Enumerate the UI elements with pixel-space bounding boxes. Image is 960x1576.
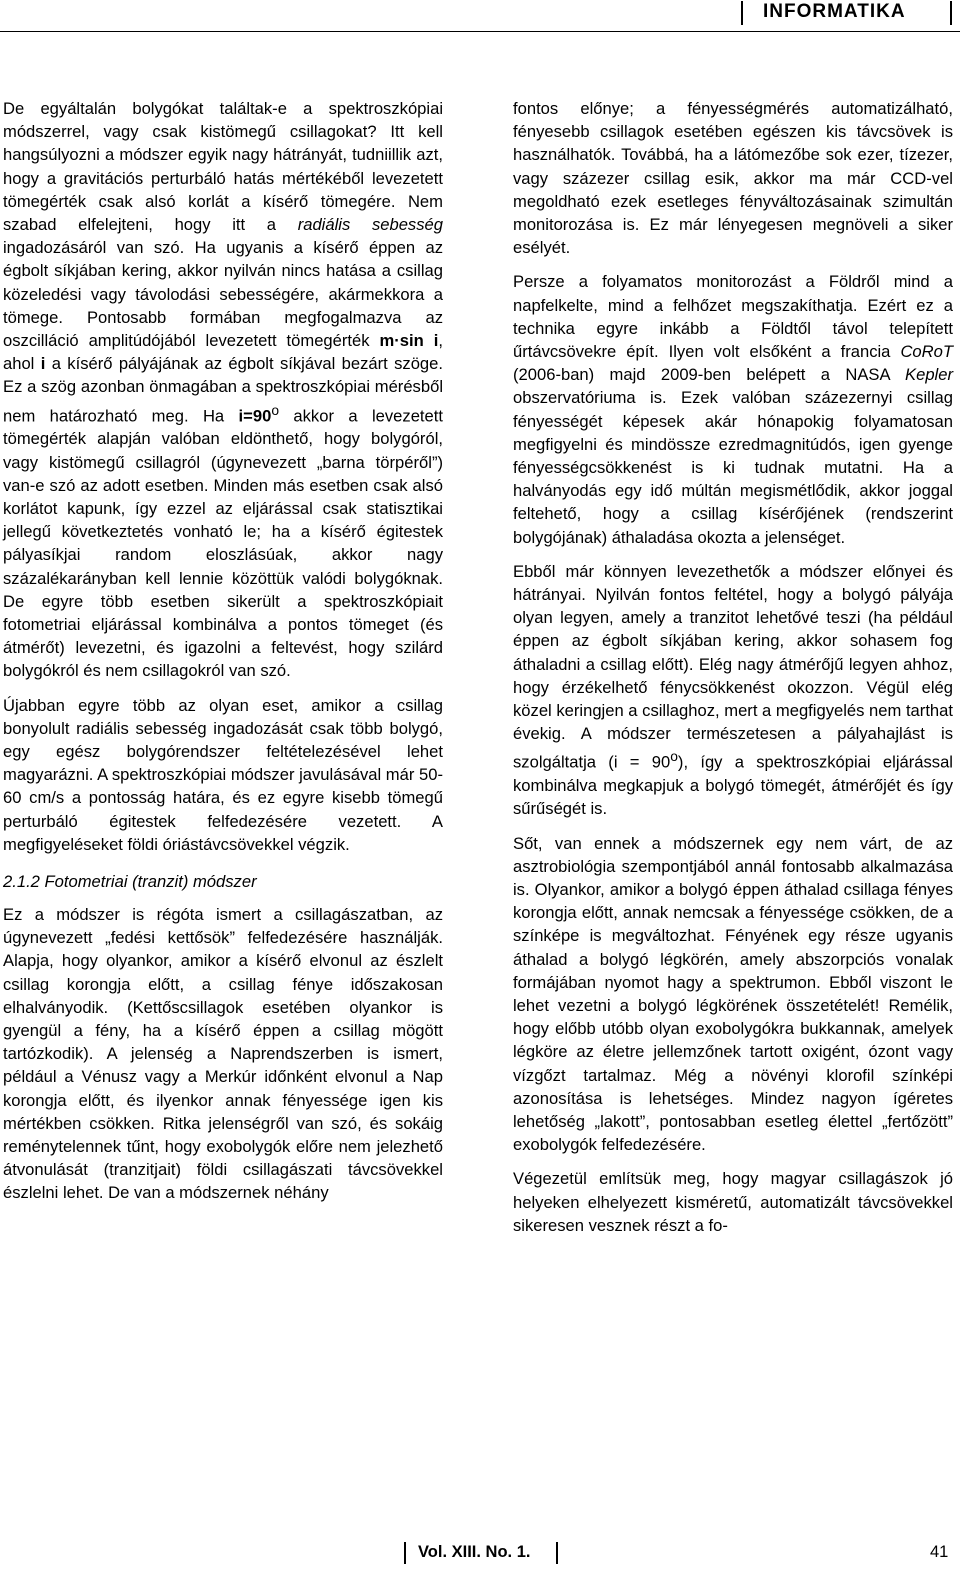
formula: i [40,354,46,374]
emphasis: CoRoT [900,342,953,362]
paragraph: fontos előnye; a fényességmérés automatizálható, fényesebb csillagok esetében egészen kis távcsövek is használhatók. Továbbá, ha a látómezőbe sok ezer, tízezer, vagy százezer csillag esik, akkor ma már CCD-vel megoldható ezek esetleges fényváltozásainak szimultán monitorozása is. Ez már lényegesen megnöveli a siker esélyét. [513,99,953,258]
paragraph [513,270,953,548]
running-header [0,0,960,30]
text-run: a kísérő pályájának az égbolt síkjával bezárt szöge. Ez a szög azonban önmagában a spektroszkópiai mérésből nem határozható meg. Ha [3,354,443,426]
formula: m·sin i [379,331,439,351]
text-run: ), így a spektroszkópiai eljárással kombinálva megkapjuk a bolygó tömegét, átmérőjét és így sűrűségét is. [513,753,953,819]
footer-divider [556,1542,558,1564]
page-number: 41 [930,1543,949,1561]
left-column [3,97,443,1216]
paragraph [3,97,443,683]
degree-sup: o [271,401,280,418]
paragraph: Ez a módszer is régóta ismert a csillagászatban, az úgynevezett „fedési kettősök” felfedezésére használják. Alapja, hogy olyankor, amikor a kísérő elvonul az észlelt csillag korongja előtt, a csillag fénye időszakosan elhalványodik. (Kettőscsillagok esetében olyankor is gyengül a fény, ha a kísérő éppen a csillag mögött tartózkodik). A jelenség a Naprendszerben is ismert, például a Vénusz vagy a Merkúr időnként elvonul a Nap korongja előtt, és ilyenkor annak fényessége igen kis mértékben csökken. Ritka jelenségről van szó, és sokáig reménytelennek tűnt, hogy exobolygók előre nem jelezhető átvonulását (tranzitjait) földi csillagászati távcsövekkel észlelni lehet. De van a módszernek néhány [3,905,443,1203]
formula: i=90 [238,406,272,426]
footer-divider [404,1542,406,1564]
right-column [513,97,953,1248]
paragraph [513,560,953,821]
text-run: De egyáltalán bolygókat találtak-e a spektroszkópiai módszerrel, vagy csak kistömegű csillagokat? Itt kell hangsúlyozni a módszer egyik nagy hátrányát, tudniillik azt, hogy a gravitációs perturbáló hatás mértékéből levezetett tömegérték csak alsó korlát a kísérő tömegére. Nem szabad elfelejteni, hogy itt a [3,99,443,235]
section-title: INFORMATIKA [763,1,906,22]
paragraph: Újabban egyre több az olyan eset, amikor a csillag bonyolult radiális sebesség ingadozását csak több bolygó, egy egész bolygórendszer feltételezésével lehet magyarázni. A spektroszkópiai módszer javulásával már 50-60 cm/s a pontosság határa, és ez egyre kisebb tömegű perturbáló égitestek felfedezésére vezetett. A megfigyeléseket földi óriástávcsövekkel végzik. [3,695,443,854]
degree-sup: o [670,748,678,765]
text-run: obszervatóriuma is. Ezek valóban százezernyi csillag fényességét képesek akár hónapokig folyamatosan megfigyelni és mindössze ezredmagnitúdós, igen gyenge fényességcsökkenést is ki tudnak mutatni. Ha a halványodás egy idő múltán megismétlődik, akkor joggal feltehető, hogy a csillag kísérőjének (rendszerint bolygójának) áthaladása okozta a jelenséget. [513,388,953,547]
issue-label: Vol. XIII. No. 1. [418,1543,531,1561]
running-footer [0,1540,960,1570]
text-run: akkor a levezetett tömegérték alapján valóban eldönthető, hogy bolygóról, vagy kistömegű csillagról (úgynevezett „barna törpéről”) van-e szó az adott esetben. Minden más esetben csak alsó korlátot kapunk, így ezzel az eljárással csak statisztikai jellegű következtetés vonható le; ha a kísérő égitestek pályasíkjai random eloszlásúak, akkor nagy százalékarányban kell lennie közöttük valódi bolygóknak. De egyre több esetben sikerült a spektroszkópiait fotometriai eljárással kombinálva a pontos tömeget (és átmérőt) levezetni, és igazolni a feltevést, hogy szilárd bolygókról és nem csillagokról van szó. [3,406,443,681]
paragraph: Sőt, van ennek a módszernek egy nem várt, de az asztrobiológia szempontjából annál fontosabb alkalmazása is. Olyankor, amikor a bolygó éppen áthalad csillaga fényes korongja előtt, annak nemcsak a fényessége csökken, de a színképe is megváltozhat. Fényének egy része ugyanis áthalad a bolygó légkörén, amely abszorpciós vonalak formájában nyomot hagy a spektrumon. Ebből viszont le lehet vezetni a bolygó légkörének összetételét! Remélik, hogy előbb utóbb olyan exobolygókra bukkannak, amelyek légköre az életre jellemzőnek tartott oxigént, ózont vagy vízgőzt tartalmaz. Még a növényi klorofil színképi azonosítása is lehetséges. Mindez nagyon ígéretes lehetőség „lakott”, pontosabban esetleg élettel „fertőzött” exobolygók felfedezésére. [513,833,953,1155]
text-run: , ahol [3,331,443,374]
header-rule [0,31,960,32]
text-run: (2006-ban) majd 2009-ben belépett a NASA [513,365,890,385]
paragraph: Végezetül említsük meg, hogy magyar csillagászok jó helyeken elhelyezett kisméretű, automatizált távcsövekkel sikeresen vesznek részt a fo- [513,1169,953,1235]
section-heading: 2.1.2 Fotometriai (tranzit) módszer [3,872,257,892]
text-run: ingadozásáról van szó. Ha ugyanis a kísérő éppen az égbolt síkjában kering, akkor nyilván nincs hatása a csillag közeledési vagy távolodási sebességére, akármekkora a tömege. Pontosabb formában megfogalmazva az oszcilláció amplitúdójából levezetett tömegérték [3,238,443,351]
header-divider [741,1,743,25]
text-run: Persze a folyamatos monitorozást a Földről mind a napfelkelte, mind a felhőzet megszakíthatja. Ezért ez a technika egyre inkább a Földtől távol telepített űrtávcsövekre épít. Ilyen volt elsőként a francia [513,272,953,362]
emphasis: radiális sebesség [297,215,443,235]
emphasis: Kepler [905,365,953,385]
text-run: Ebből már könnyen levezethetők a módszer előnyei és hátrányai. Nyilván fontos feltétel, hogy a bolygó pályája olyan legyen, amely a tranzitot lehetővé teszi (ha például éppen az égbolt síkjában kering, akkor sohasem fog áthaladni a csillag előtt). Elég nagy átmérőjű legyen ahhoz, hogy érzékelhető fénycsökkenést okozzon. Végül elég közel keringjen a csillaghoz, mert a megfigyelés nem tarthat évekig. A módszer természetesen a pályahajlást is szolgáltatja (i = 90 [513,561,953,773]
header-divider [950,1,952,25]
